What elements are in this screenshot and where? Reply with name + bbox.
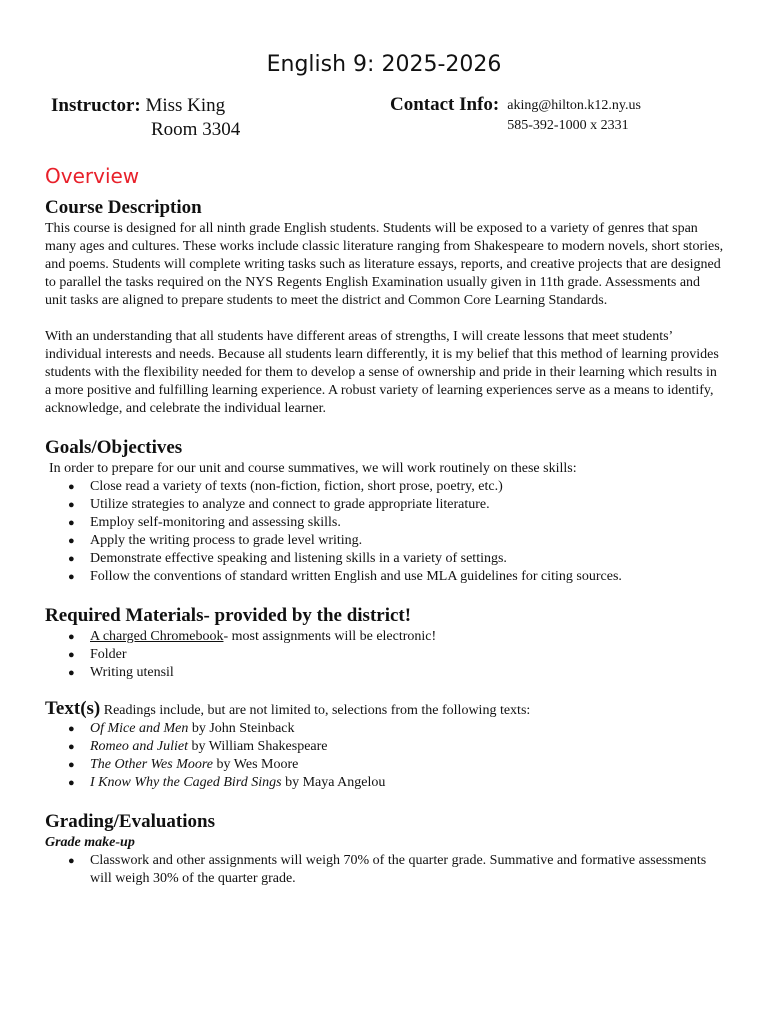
contact-block — [390, 94, 641, 136]
list-item: ● Writing utensil — [68, 665, 174, 680]
course-description-paragraph-2: With an understanding that all students have different areas of strengths, I will create lessons that meet students’ individual interests and needs. Because all students learn differently, it is my belief that this method of learning provides students with the flexibility needed for them to develop a sense of ownership and pride in their learning which results in a more positive and fulfilling learning experience. A robust variety of learning experiences serve as a means to identify, acknowledge, and celebrate the individual learner. — [45, 329, 719, 416]
chromebook-link[interactable]: A charged Chromebook — [90, 629, 224, 644]
bullet-icon: ● — [68, 667, 75, 679]
list-item: ● Utilize strategies to analyze and connect to grade appropriate literature. — [68, 497, 490, 512]
bullet-icon: ● — [68, 631, 75, 643]
list-item: ● Demonstrate effective speaking and listening skills in a variety of settings. — [68, 551, 507, 566]
instructor-label: Instructor: — [51, 95, 141, 116]
texts-heading: Text(s) — [45, 698, 101, 719]
grading-subheading: Grade make-up — [45, 835, 135, 850]
course-description-paragraph-1: This course is designed for all ninth grade English students. Students will be exposed to a variety of genres that span many ages and cultures. These works include classic literature ranging from Shakespeare to modern novels, short stories, and poems. Students will complete writing tasks such as literature essays, reports, and creative projects that are designed to parallel the tasks required on the NYS Regents English Examination usually given in 11th grade. Assessments and unit tasks are aligned to prepare students to meet the district and Common Core Learning Standards. — [45, 221, 724, 308]
grading-list — [45, 852, 725, 888]
bullet-icon: ● — [68, 571, 75, 583]
bullet-icon: ● — [68, 553, 75, 565]
bullet-icon: ● — [68, 855, 75, 867]
instructor-block — [51, 94, 240, 142]
goals-intro: In order to prepare for our unit and course summatives, we will work routinely on these skills: — [49, 461, 577, 476]
bullet-icon: ● — [68, 481, 75, 493]
materials-heading: Required Materials- provided by the district! — [45, 605, 412, 626]
list-item: ● Of Mice and Men by John Steinback — [68, 721, 295, 736]
list-item: ● Folder — [68, 647, 127, 662]
bullet-icon: ● — [68, 535, 75, 547]
contact-label: Contact Info: — [390, 94, 500, 115]
bullet-icon: ● — [68, 741, 75, 753]
texts-list — [45, 720, 725, 792]
bullet-icon: ● — [68, 649, 75, 661]
list-item: ● The Other Wes Moore by Wes Moore — [68, 757, 299, 772]
texts-intro: Readings include, but are not limited to, selections from the following texts: — [100, 703, 531, 718]
list-item: ● Employ self-monitoring and assessing skills. — [68, 515, 341, 530]
instructor-name: Miss King — [145, 95, 226, 116]
overview-heading: Overview — [45, 164, 140, 188]
instructor-room: Room 3304 — [151, 119, 241, 140]
list-item: ● Close read a variety of texts (non-fiction, fiction, short prose, poetry, etc.) — [68, 479, 503, 494]
list-item: ● Romeo and Juliet by William Shakespeare — [68, 739, 328, 754]
grading-heading: Grading/Evaluations — [45, 811, 215, 832]
document-body — [45, 196, 725, 888]
page-title: English 9: 2025-2026 — [266, 52, 502, 77]
bullet-icon: ● — [68, 499, 75, 511]
list-item: ● Apply the writing process to grade level writing. — [68, 533, 363, 548]
list-item: ● A charged Chromebook- most assignments will be electronic! — [68, 629, 437, 644]
bullet-icon: ● — [68, 723, 75, 735]
list-item: ● I Know Why the Caged Bird Sings by Maya Angelou — [68, 775, 386, 790]
bullet-icon: ● — [68, 777, 75, 789]
course-description-heading: Course Description — [45, 197, 202, 218]
contact-phone: 585-392-1000 x 2331 — [507, 118, 629, 133]
list-item: ● Follow the conventions of standard written English and use MLA guidelines for citing sources. — [68, 569, 622, 584]
goals-list — [45, 478, 725, 586]
bullet-icon: ● — [68, 517, 75, 529]
materials-list — [45, 628, 725, 682]
texts-heading-line — [45, 700, 725, 720]
list-item: ● Classwork and other assignments will weigh 70% of the quarter grade. Summative and formative assessments will weigh 30% of the quarter grade. — [68, 853, 707, 886]
bullet-icon: ● — [68, 759, 75, 771]
goals-heading: Goals/Objectives — [45, 437, 183, 458]
contact-email: aking@hilton.k12.ny.us — [507, 98, 641, 113]
